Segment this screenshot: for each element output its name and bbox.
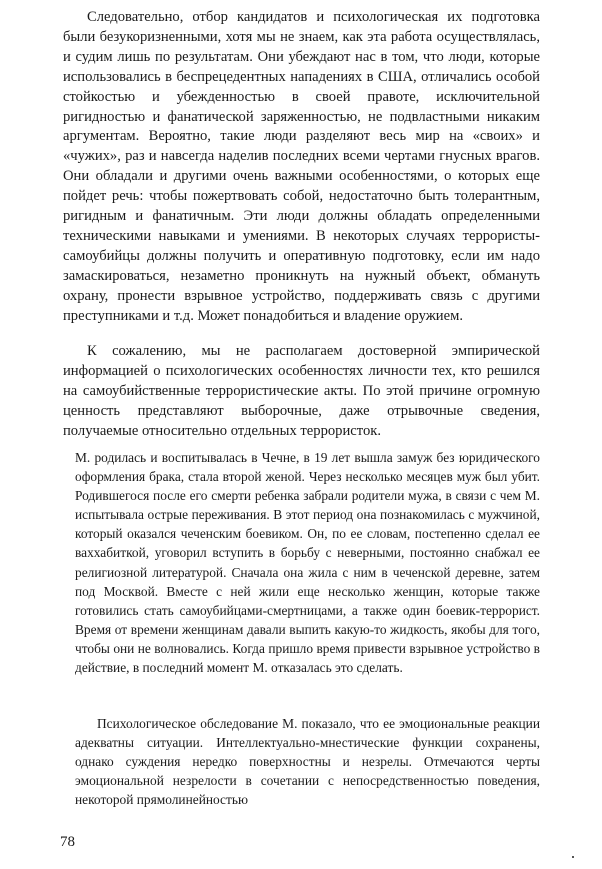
- scan-speck: [572, 856, 574, 858]
- paragraph-lack-of-information: К сожалению, мы не располагаем достоверной эмпирической информацией о психологических особенностях личности тех, кто решился на самоубийственные террористические акты. По этой причине огромную ценность представляют выборочные, даже отрывочные сведения, получаемые относительно отдельных террористок.: [63, 343, 540, 439]
- paragraph-case-m: М. родилась и воспитывалась в Чечне, в 19 лет вышла замуж без юридического оформления брака, стала второй женой. Через несколько месяцев муж был убит. Родившегося после его смерти ребенка забрали родители мужа, в связи с чем М. испытывала острые переживания. В этот период она познакомилась с мужчиной, который оказался чеченским боевиком. Он, по ее словам, постепенно сделал ее ваххабиткой, уговорил вступить в борьбу с неверными, постоянно снабжал ее религиозной литературой. Сначала она жила с ним в чеченской деревне, затем под Москвой. Вместе с ней жили еще несколько женщин, которые также готовились стать самоубийцами-смертницами, а также один боевик-террорист. Время от времени женщинам давали выпить какую-то жидкость, якобы для того, чтобы они не волновались. Когда пришло время привести взрывное устройство в действие, в последний момент М. отказалась это сделать.: [75, 450, 540, 676]
- paragraph-psychological-exam: Психологическое обследование М. показало, что ее эмоциональные реакции адекватны ситуации. Интеллектуально-мнестические функции сохранены, однако суждения нередко поверхностны и незрелы. Отмечаются черты эмоциональной незрелости в сочетании с непосредственностью поведения, некоторой прямолинейностью: [75, 716, 540, 808]
- main-text-block-2: [63, 342, 540, 442]
- page-number: 78: [60, 834, 75, 850]
- main-text-block-1: [63, 8, 540, 327]
- case-study-block: [75, 448, 540, 677]
- case-study-block-2: [75, 714, 540, 809]
- paragraph-selection-of-candidates: Следовательно, отбор кандидатов и психологическая их подготовка были безукоризненными, хотя мы не знаем, как эта работа осуществлялась, и судим лишь по результатам. Они убеждают нас в том, что люди, которые использовались в беспрецедентных нападениях в США, отличались особой стойкостью и убежденностью в своей правоте, исключительной ригидностью и фанатической заряженностью, не подвластными никаким аргументам. Вероятно, такие люди разделяют весь мир на «своих» и «чужих», раз и навсегда наделив последних всеми чертами гнусных врагов. Они обладали и другими очень важными особенностями, о которых еще пойдет речь: чтобы пожертвовать собой, недостаточно быть толерантным, ригидным и фанатичным. Эти люди должны обладать определенными техническими навыками и умениями. В некоторых случаях террористы-самоубийцы должны получить и оперативную подготовку, если им надо замаскироваться, незаметно проникнуть на нужный объект, обмануть охрану, пронести взрывное устройство, поддерживать связь с другими преступниками и т.д. Может понадобиться и владение оружием.: [63, 9, 540, 324]
